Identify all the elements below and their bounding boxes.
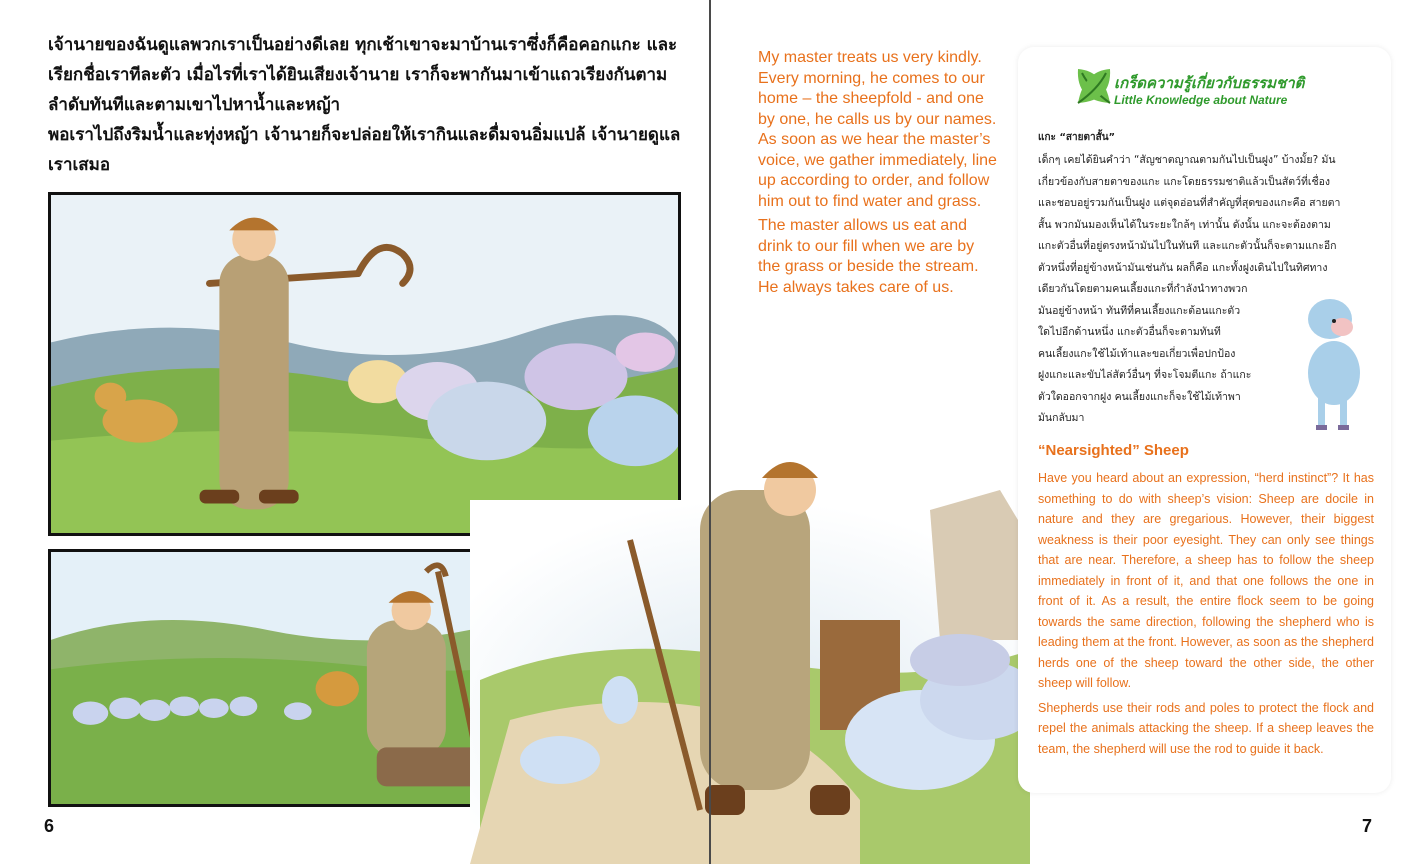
thai-line: เด็กๆ เคยได้ยินคำว่า “สัญชาตญาณตามกันไปเป็นฝูง” บ้างมั้ย? มัน (1038, 154, 1336, 166)
story-paragraph: My master treats us very kindly. Every morning, he comes to our home – the sheepfold - and one by one, he calls us by our names. As soon as we hear the master’s voice, we gather immediately, line up according to order, and follow him out to find water and grass. (758, 49, 997, 210)
thai-line: ฝูงแกะและขับไล่สัตว์อื่นๆ ที่จะโจมตีแกะ ถ้าแกะ (1038, 369, 1252, 381)
knowledge-title-english: Little Knowledge about Nature (1114, 93, 1288, 107)
english-story-text (758, 48, 998, 302)
thai-line: ตัวหนึ่งที่อยู่ข้างหน้ามันเช่นกัน ผลก็คือ แกะทั้งฝูงเดินไปในทิศทาง (1038, 261, 1328, 274)
english-paragraph: Have you heard about an expression, “herd instinct”? It has something to do with sheep’s vision: Sheep are docile in nature and they are gregarious. However, their biggest weakness is their poor eyesight. They can only see things that are near. Therefore, a sheep has to follow the sheep immediately in front of it, and that one follows the one in front of it. As a result, the entire flock seem to be going towards the same direction, following the shepherd who is leading them at the front. However, as soon as the shepherd herds one of the sheep toward the other side, the other sheep will follow. (1038, 471, 1374, 690)
thai-story-text (48, 30, 688, 180)
thai-section-heading: แกะ “สายตาสั้น” (1038, 132, 1116, 143)
book-spine (709, 0, 711, 864)
thai-line: คนเลี้ยงแกะใช้ไม้เท้าและขอเกี่ยวเพื่อปกป้อง (1038, 347, 1236, 360)
page-number-right: 7 (1362, 816, 1373, 836)
thai-paragraph: เจ้านายของฉันดูแลพวกเราเป็นอย่างดีเลย ทุกเช้าเขาจะมาบ้านเราซึ่งก็คือคอกแกะ และเรียกชื่อเราทีละตัว เมื่อไรที่เราได้ยินเสียงเจ้านาย เราก็จะพากันมาเข้าแถวเรียงกันตามลำดับทันทีและตามเขาไปหาน้ำและหญ้า (48, 35, 678, 115)
thai-line: มันกลับมา (1038, 412, 1085, 424)
english-section-heading: “Nearsighted” Sheep (1038, 442, 1189, 459)
thai-line: เดียวกันโดยตามคนเลี้ยงแกะที่กำลังนำทางพวก (1038, 283, 1248, 295)
thai-line: เกี่ยวข้องกับสายตาของแกะ แกะโดยธรรมชาติแล้วเป็นสัตว์ที่เชื่อง (1038, 175, 1331, 188)
leaf-right-icon (1074, 63, 1114, 107)
story-paragraph: The master allows us eat and drink to our fill when we are by the grass or beside the stream. He always takes care of us. (758, 217, 979, 296)
page-number-left: 6 (44, 816, 55, 836)
nature-knowledge-box (1018, 47, 1391, 793)
knowledge-title-thai: เกร็ดความรู้เกี่ยวกับธรรมชาติ (1114, 74, 1305, 92)
thai-line: ตัวใดออกจากฝูง คนเลี้ยงแกะก็จะใช้ไม้เท้าพา (1038, 390, 1241, 403)
thai-paragraph: พอเราไปถึงริมน้ำและทุ่งหญ้า เจ้านายก็จะปล่อยให้เรากินและดื่มจนอิ่มแปล้ เจ้านายดูแลเราเสมอ (48, 125, 681, 175)
lamb-illustration (1290, 285, 1374, 435)
thai-line: สั้น พวกมันมองเห็นได้ในระยะใกล้ๆ เท่านั้น ดังนั้น แกะจะต้องตาม (1038, 218, 1331, 231)
english-paragraph: Shepherds use their rods and poles to protect the flock and repel the animals attacking the sheep. If a sheep leaves the team, the shepherd will use the rod to guide it back. (1038, 700, 1374, 756)
knowledge-box-header (1074, 63, 1336, 111)
thai-line: และชอบอยู่รวมกันเป็นฝูง แต่จุดอ่อนที่สำคัญที่สุดของแกะคือ สายตา (1038, 197, 1341, 209)
thai-narrow-block (1038, 279, 1290, 430)
english-section-body (1038, 468, 1374, 763)
thai-line: มันอยู่ข้างหน้า ทันทีที่คนเลี้ยงแกะต้อนแกะตัว (1038, 304, 1241, 317)
thai-line: แกะตัวอื่นที่อยู่ตรงหน้ามันไปในทันที และแกะตัวนั้นก็จะตามแกะอีก (1038, 240, 1337, 252)
thai-line: ใดไปอีกด้านหนึ่ง แกะตัวอื่นก็จะตามทันที (1038, 326, 1221, 338)
